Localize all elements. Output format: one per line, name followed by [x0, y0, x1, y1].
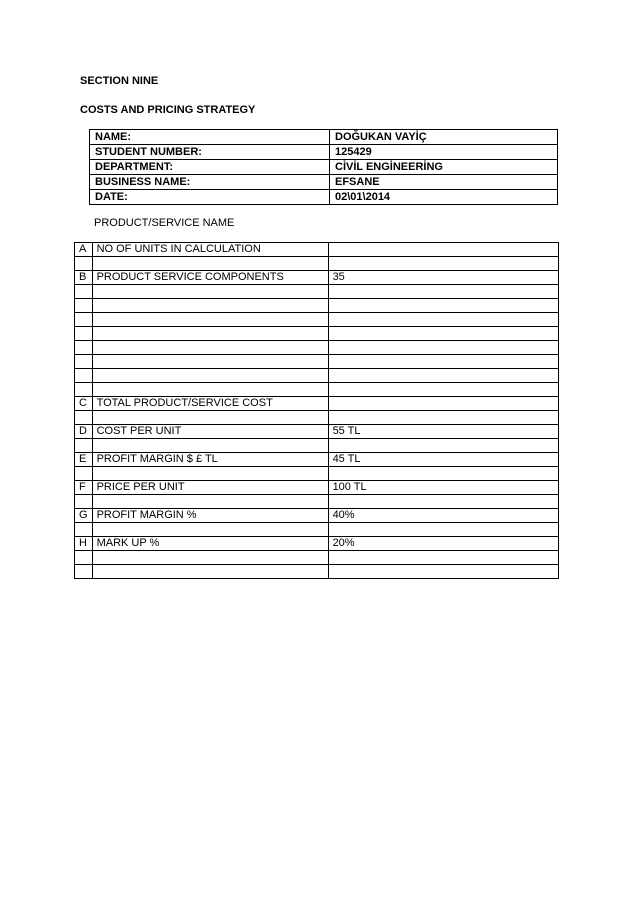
row-letter	[75, 565, 93, 579]
row-label	[92, 523, 328, 537]
row-value	[328, 285, 558, 299]
cost-row	[75, 425, 559, 439]
row-letter	[75, 439, 93, 453]
cost-row	[75, 453, 559, 467]
cost-row	[75, 537, 559, 551]
row-value	[328, 551, 558, 565]
row-letter: B	[75, 271, 93, 285]
cost-row	[75, 523, 559, 537]
cost-table	[74, 242, 559, 579]
info-row	[90, 175, 558, 190]
row-value: 100 TL	[328, 481, 558, 495]
row-label	[92, 313, 328, 327]
row-label	[92, 411, 328, 425]
row-value	[328, 313, 558, 327]
info-label: DEPARTMENT:	[90, 160, 330, 175]
row-label	[92, 285, 328, 299]
cost-row	[75, 243, 559, 257]
row-value	[328, 369, 558, 383]
info-value: 125429	[330, 145, 558, 160]
info-label: DATE:	[90, 190, 330, 205]
info-value: EFSANE	[330, 175, 558, 190]
row-letter: H	[75, 537, 93, 551]
row-label	[92, 257, 328, 271]
document-title: COSTS AND PRICING STRATEGY	[80, 104, 256, 116]
row-label	[92, 341, 328, 355]
row-label: PRICE PER UNIT	[92, 481, 328, 495]
row-letter: A	[75, 243, 93, 257]
row-letter: G	[75, 509, 93, 523]
row-value	[328, 257, 558, 271]
row-value	[328, 355, 558, 369]
row-value	[328, 411, 558, 425]
row-label	[92, 551, 328, 565]
student-info-table	[89, 129, 558, 205]
cost-row	[75, 355, 559, 369]
section-title: SECTION NINE	[80, 75, 159, 87]
row-value	[328, 341, 558, 355]
cost-row	[75, 313, 559, 327]
row-value	[328, 397, 558, 411]
row-letter	[75, 299, 93, 313]
row-value: 45 TL	[328, 453, 558, 467]
cost-row	[75, 369, 559, 383]
cost-row	[75, 327, 559, 341]
row-letter: E	[75, 453, 93, 467]
cost-row	[75, 551, 559, 565]
cost-row	[75, 383, 559, 397]
row-label: PROFIT MARGIN $ £ TL	[92, 453, 328, 467]
row-label	[92, 369, 328, 383]
cost-row	[75, 411, 559, 425]
cost-row	[75, 257, 559, 271]
info-row	[90, 160, 558, 175]
row-letter: F	[75, 481, 93, 495]
row-letter: D	[75, 425, 93, 439]
info-value: DOĞUKAN VAYİÇ	[330, 130, 558, 145]
row-letter: C	[75, 397, 93, 411]
row-label	[92, 467, 328, 481]
info-label: STUDENT NUMBER:	[90, 145, 330, 160]
cost-row	[75, 341, 559, 355]
row-value	[328, 495, 558, 509]
cost-row	[75, 397, 559, 411]
row-value	[328, 565, 558, 579]
cost-row	[75, 285, 559, 299]
row-label	[92, 299, 328, 313]
cost-row	[75, 439, 559, 453]
info-label: NAME:	[90, 130, 330, 145]
row-letter	[75, 285, 93, 299]
row-label: TOTAL PRODUCT/SERVICE COST	[92, 397, 328, 411]
info-value: CİVİL ENGİNEERİNG	[330, 160, 558, 175]
row-letter	[75, 411, 93, 425]
row-value	[328, 383, 558, 397]
row-label: PRODUCT SERVICE COMPONENTS	[92, 271, 328, 285]
info-value: 02\01\2014	[330, 190, 558, 205]
row-label: PROFIT MARGIN %	[92, 509, 328, 523]
info-label: BUSINESS NAME:	[90, 175, 330, 190]
row-value	[328, 243, 558, 257]
row-value	[328, 299, 558, 313]
row-letter	[75, 467, 93, 481]
row-label	[92, 565, 328, 579]
cost-row	[75, 467, 559, 481]
row-value	[328, 523, 558, 537]
row-letter	[75, 383, 93, 397]
row-value: 55 TL	[328, 425, 558, 439]
row-label: NO OF UNITS IN CALCULATION	[92, 243, 328, 257]
cost-row	[75, 481, 559, 495]
row-label	[92, 383, 328, 397]
row-letter	[75, 313, 93, 327]
row-value	[328, 439, 558, 453]
row-value: 40%	[328, 509, 558, 523]
row-label	[92, 355, 328, 369]
row-letter	[75, 523, 93, 537]
info-row	[90, 130, 558, 145]
product-service-name-label: PRODUCT/SERVICE NAME	[94, 217, 235, 229]
row-letter	[75, 551, 93, 565]
row-label: COST PER UNIT	[92, 425, 328, 439]
row-letter	[75, 257, 93, 271]
row-label	[92, 439, 328, 453]
cost-row	[75, 495, 559, 509]
row-value	[328, 467, 558, 481]
cost-row	[75, 509, 559, 523]
row-letter	[75, 341, 93, 355]
row-letter	[75, 369, 93, 383]
row-label	[92, 327, 328, 341]
row-label: MARK UP %	[92, 537, 328, 551]
row-label	[92, 495, 328, 509]
cost-row	[75, 271, 559, 285]
info-row	[90, 190, 558, 205]
row-letter	[75, 495, 93, 509]
info-row	[90, 145, 558, 160]
row-value: 20%	[328, 537, 558, 551]
row-letter	[75, 355, 93, 369]
row-letter	[75, 327, 93, 341]
row-value	[328, 327, 558, 341]
cost-row	[75, 565, 559, 579]
row-value: 35	[328, 271, 558, 285]
cost-row	[75, 299, 559, 313]
